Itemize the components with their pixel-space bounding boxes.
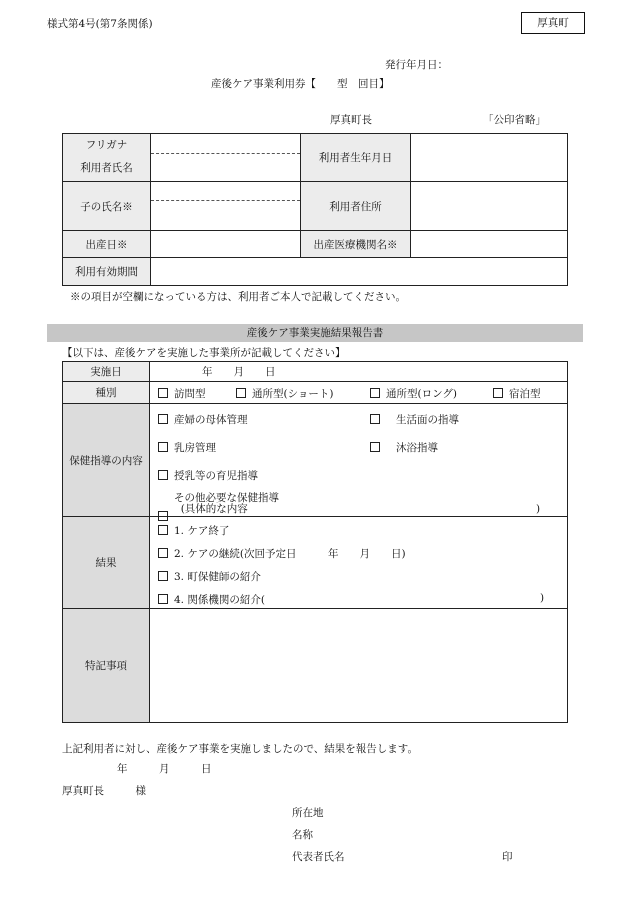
- report-band-title: 産後ケア事業実施結果報告書: [47, 324, 583, 342]
- user-info-table: [62, 133, 568, 286]
- user-name-label: 利用者氏名: [80, 161, 133, 174]
- type-option-day-short[interactable]: 通所型(ショート): [236, 386, 333, 401]
- birth-facility-label: 出産医療機関名※: [301, 231, 411, 258]
- guidance-close-paren: ): [536, 503, 541, 515]
- valid-period-field[interactable]: [151, 258, 568, 286]
- type-options: [150, 382, 568, 404]
- guidance-other[interactable]: その他必要な保健指導 (具体的な内容: [158, 493, 279, 521]
- checkbox-icon: [158, 548, 168, 558]
- user-birthdate-field[interactable]: [411, 134, 568, 182]
- result-options: [150, 517, 568, 609]
- checkbox-icon: [370, 442, 380, 452]
- report-table: [62, 361, 568, 723]
- guidance-maternal[interactable]: 産婦の母体管理: [158, 412, 248, 427]
- remarks-label: 特記事項: [63, 609, 150, 723]
- impl-date-label: 実施日: [63, 362, 150, 382]
- checkbox-icon: [158, 442, 168, 452]
- furigana-name-label-cell: [63, 134, 151, 182]
- checkbox-icon: [158, 571, 168, 581]
- result-related-agency[interactable]: 4. 関係機関の紹介(: [158, 592, 265, 607]
- type-option-visit[interactable]: 訪問型: [158, 386, 206, 401]
- result-care-end[interactable]: 1. ケア終了: [158, 523, 229, 538]
- remarks-field[interactable]: [150, 609, 568, 723]
- result-close-paren: ): [540, 592, 545, 604]
- type-option-day-long[interactable]: 通所型(ロング): [370, 386, 457, 401]
- report-date-line: 年 月 日: [117, 763, 212, 775]
- checkbox-icon: [236, 388, 246, 398]
- user-name-field[interactable]: [151, 153, 300, 181]
- issue-date-label: 発行年月日：: [385, 59, 448, 71]
- checkbox-icon: [158, 525, 168, 535]
- issuer: 厚真町長: [330, 114, 372, 126]
- guidance-nursing[interactable]: 授乳等の育児指導: [158, 468, 258, 483]
- guidance-label: 保健指導の内容: [63, 404, 150, 517]
- table-note: ※の項目が空欄になっている方は、利用者ご本人で記載してください。: [70, 291, 406, 303]
- checkbox-icon: [158, 594, 168, 604]
- result-town-nurse[interactable]: 3. 町保健師の紹介: [158, 569, 261, 584]
- child-name-input-cell[interactable]: [151, 182, 301, 231]
- user-name-input-cell[interactable]: [151, 134, 301, 182]
- furigana-field[interactable]: [151, 134, 300, 153]
- form-number: 様式第4号(第7条関係): [47, 18, 153, 30]
- guidance-breast[interactable]: 乳房管理: [158, 440, 216, 455]
- checkbox-icon: [158, 388, 168, 398]
- child-name-field[interactable]: [151, 200, 300, 230]
- result-care-continue[interactable]: 2. ケアの継続(次回予定日 年 月 日): [158, 546, 406, 561]
- seal-omitted: 「公印省略」: [483, 114, 546, 126]
- guidance-other-detail: (具体的な内容: [180, 503, 248, 515]
- guidance-bath[interactable]: 沐浴指導: [370, 440, 438, 455]
- checkbox-icon: [158, 470, 168, 480]
- furigana-label: フリガナ: [85, 138, 128, 151]
- checkbox-icon: [370, 388, 380, 398]
- birth-date-label: 出産日※: [63, 231, 151, 258]
- guidance-life[interactable]: 生活面の指導: [370, 412, 459, 427]
- town-badge: 厚真町: [521, 12, 585, 34]
- type-label: 種別: [63, 382, 150, 404]
- ticket-title: 産後ケア事業利用券【 型 回目】: [211, 78, 390, 90]
- address-label: 所在地: [292, 807, 324, 819]
- valid-period-label: 利用有効期間: [63, 258, 151, 286]
- birth-facility-field[interactable]: [411, 231, 568, 258]
- guidance-options: [150, 404, 568, 517]
- child-name-label: 子の氏名※: [63, 182, 151, 231]
- seal-mark: 印: [502, 851, 513, 863]
- type-option-stay[interactable]: 宿泊型: [493, 386, 541, 401]
- birth-date-field[interactable]: [151, 231, 301, 258]
- user-address-label: 利用者住所: [301, 182, 411, 231]
- representative-label: 代表者氏名: [292, 851, 345, 863]
- report-statement: 上記利用者に対し、産後ケア事業を実施しましたので、結果を報告します。: [62, 743, 418, 755]
- name-label: 名称: [292, 829, 313, 841]
- checkbox-icon: [158, 414, 168, 424]
- user-birthdate-label: 利用者生年月日: [301, 134, 411, 182]
- checkbox-icon: [493, 388, 503, 398]
- impl-date-field[interactable]: 年 月 日: [150, 362, 568, 382]
- report-subtitle: 【以下は、産後ケアを実施した事業所が記載してください】: [62, 347, 346, 359]
- addressee: 厚真町長 様: [62, 785, 146, 797]
- checkbox-icon: [370, 414, 380, 424]
- user-address-field[interactable]: [411, 182, 568, 231]
- result-label: 結果: [63, 517, 150, 609]
